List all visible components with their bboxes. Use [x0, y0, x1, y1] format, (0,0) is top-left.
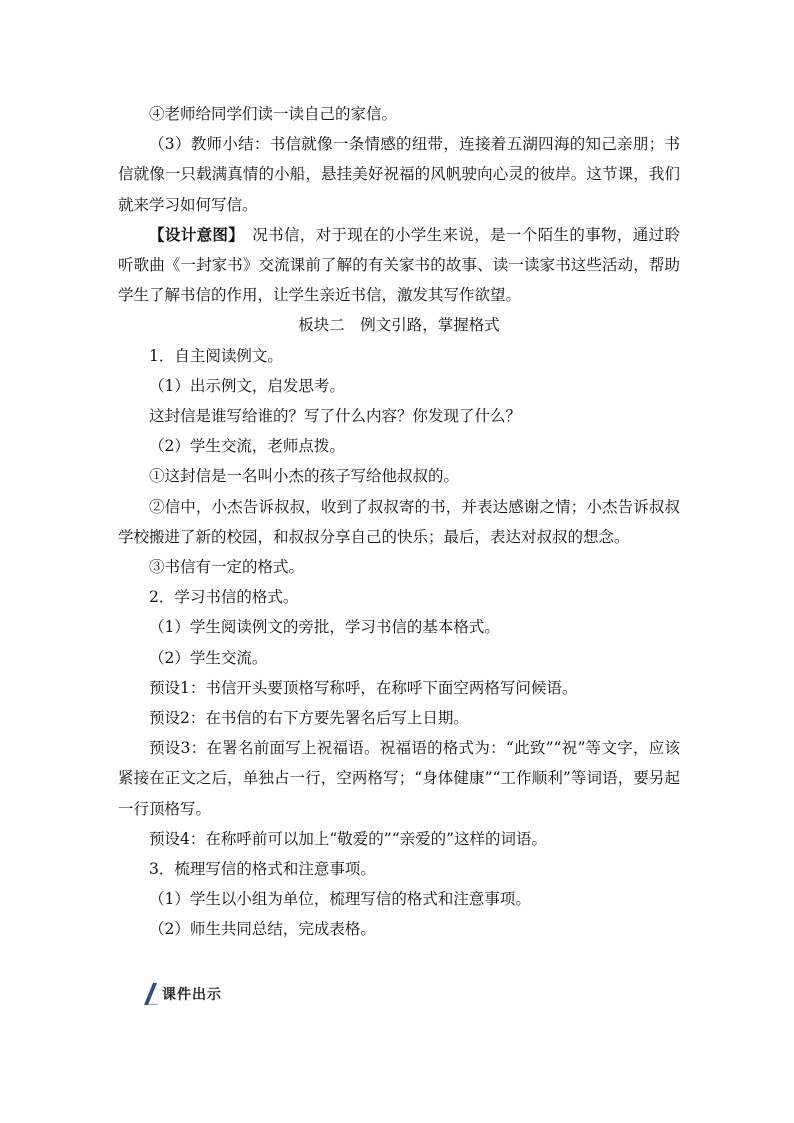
step-1-sub-2: （2）学生交流，老师点拨。 [149, 437, 345, 456]
step-3-title: 3．梳理写信的格式和注意事项。 [149, 860, 376, 879]
step-1-sub-1: （1）出示例文，启发思考。 [149, 376, 345, 395]
point-2: ②信中，小杰告诉叔叔，收到了叔叔寄的书，并表达感谢之情；小杰告诉叔叔学校搬进了新的校园，和叔叔分享自己的快乐；最后，表达对叔叔的想念。 [118, 497, 680, 546]
preset-1: 预设1：书信开头要顶格写称呼，在称呼下面空两格写问候语。 [149, 678, 578, 697]
point-1: ①这封信是一名叫小杰的孩子写给他叔叔的。 [149, 467, 460, 486]
slash-marker-icon [144, 983, 158, 1005]
paragraph-design-intent [118, 220, 680, 311]
paragraph-teacher-summary: （3）教师小结：书信就像一条情感的纽带，连接着五湖四海的知己亲朋；书信就像一只载满真情的小船，悬挂美好祝福的风帆驶向心灵的彼岸。这节课，我们就来学习如何写信。 [118, 135, 680, 214]
step-1-questions: 这封信是谁写给谁的？写了什么内容？你发现了什么？ [149, 407, 522, 426]
step-2-sub-2: （2）学生交流。 [149, 648, 268, 667]
document-body [118, 99, 680, 945]
preset-4: 预设4：在称呼前可以加上“敬爱的”“亲爱的”这样的词语。 [149, 829, 548, 848]
step-2-sub-1: （1）学生阅读例文的旁批，学习书信的基本格式。 [149, 618, 500, 637]
step-1-title: 1．自主阅读例文。 [149, 346, 283, 365]
step-3-sub-1: （1）学生以小组为单位，梳理写信的格式和注意事项。 [149, 890, 531, 909]
design-intent-label: 【设计意图】 [149, 224, 237, 244]
courseware-tag [144, 982, 222, 1006]
preset-3: 预设3：在署名前面写上祝福语。祝福语的格式为：“此致”“祝”等文字，应该紧接在正文之后，单独占一行，空两格写；“身体健康”“工作顺利”等词语，要另起一行顶格写。 [118, 739, 680, 818]
preset-2: 预设2：在书信的右下方要先署名后写上日期。 [149, 709, 469, 728]
step-2-title: 2．学习书信的格式。 [149, 588, 299, 607]
design-intent-text: 况书信，对于现在的小学生来说，是一个陌生的事物，通过聆听歌曲《一封家书》交流课前了解的有关家书的故事、读一读家书这些活动，帮助学生了解书信的作用，让学生亲近书信，激发其写作欲望。 [118, 225, 680, 305]
section-title: 板块二 例文引路，掌握格式 [298, 316, 500, 335]
point-3: ③书信有一定的格式。 [149, 558, 305, 577]
paragraph-teacher-reads-letter: ④老师给同学们读一读自己的家信。 [149, 105, 398, 123]
courseware-label: 课件出示 [162, 987, 222, 1003]
step-3-sub-2: （2）师生共同总结，完成表格。 [149, 920, 376, 939]
